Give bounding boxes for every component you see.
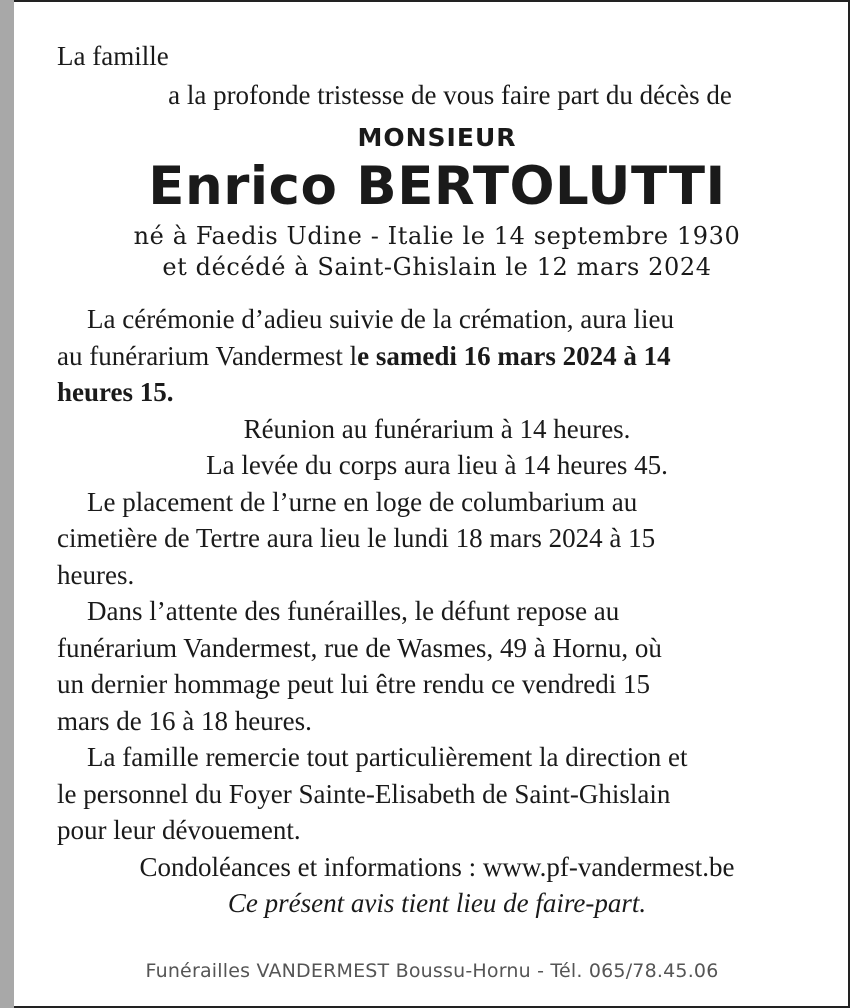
attente-line-4: mars de 16 à 18 heures. [57,705,312,736]
opening-line: La famille [57,41,169,71]
condoleances-line: Condoléances et informations : www.pf-vandermest.be [139,851,735,882]
attente-line-3: un dernier hommage peut lui être rendu ce vendredi 15 [57,669,651,699]
funeral-home-footer: Funérailles VANDERMEST Boussu-Hornu - Tél. 065/78.45.06 [145,960,719,982]
placement-line-1: Le placement de l’urne en loge de columbarium au [87,486,638,517]
remerciements-paragraph [57,739,817,849]
remerciements-line-3: pour leur dévouement. [57,815,301,845]
birth-line: né à Faedis Udine - Italie le 14 septembre 1930 [133,222,741,250]
remerciements-line-1: La famille remercie tout particulièrement la direction et [87,742,688,772]
remerciements-line-2: le personnel du Foyer Sainte-Elisabeth de Saint-Ghislain [57,778,671,809]
faire-part-note: Ce présent avis tient lieu de faire-part. [227,888,647,918]
reunion-line: Réunion au funérarium à 14 heures. [243,413,631,444]
announcement-line: a la profonde tristesse de vous faire part du décès de [168,79,732,110]
placement-line-3: heures. [57,559,135,590]
ceremony-line-2-regular: au funérarium Vandermest l [57,340,358,371]
levee-line: La levée du corps aura lieu à 14 heures 45. [206,450,668,480]
notice-body [57,38,817,922]
death-line: et décédé à Saint-Ghislain le 12 mars 2024 [162,253,712,281]
attente-line-2: funérarium Vandermest, rue de Wasmes, 49 à Hornu, où [57,632,662,663]
deceased-name: Enrico BERTOLUTTI [148,156,726,217]
ceremony-time-bold: heures 15. [57,377,174,407]
attente-paragraph [57,593,817,739]
attente-line-1: Dans l’attente des funérailles, le défunt repose au [87,596,620,626]
placement-paragraph [57,484,817,594]
ceremony-line-2 [57,338,817,375]
placement-line-2: cimetière de Tertre aura lieu le lundi 18 mars 2024 à 15 [57,523,656,553]
left-gray-bar [0,0,14,1008]
honorific: MONSIEUR [357,123,517,152]
life-dates [57,221,817,283]
ceremony-line-1: La cérémonie d’adieu suivie de la crémation, aura lieu [87,304,674,334]
ceremony-paragraph [57,301,817,411]
ceremony-date-bold: e samedi 16 mars 2024 à 14 [357,340,671,371]
